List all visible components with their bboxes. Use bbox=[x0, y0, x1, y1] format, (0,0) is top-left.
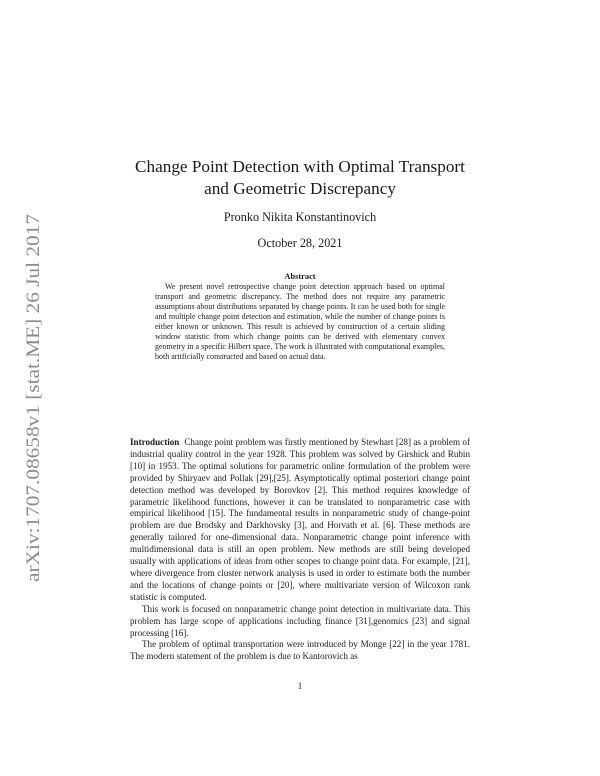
title-line-2: and Geometric Discrepancy bbox=[204, 179, 396, 198]
abstract-heading: Abstract bbox=[284, 272, 316, 281]
paper-date: October 28, 2021 bbox=[257, 236, 343, 250]
author-name: Pronko Nikita Konstantinovich bbox=[223, 210, 377, 224]
arxiv-stamp-text: arXiv:1707.08658v1 [stat.ME] 26 Jul 2017 bbox=[23, 253, 44, 582]
intro-paragraph-3: The problem of optimal transportation were introduced by Monge [22] in the year 1781. The modern statement of the problem is due to Kantorovich as bbox=[130, 639, 470, 662]
intro-paragraph-1-text: Change point problem was firstly mentioned by Stewhart [28] as a problem of industrial quality control in the year 1928. This problem was solved by Girshick and Rubin [10] in 1953. The optimal solutions for parametric online formulation of the problem were provided by Shiryaev and Pollak [29],[25]. Asymptotically optimal posteriori change point detection method was developed by Borovkov [2]. This method requires knowledge of parametric likelihood functions, however it can be translated to nonparametric case with empirical likelihood [15]. The fundamental results in nonparametric study of change-point problem are due Brodsky and Darkhovsky [3], and Horvath et al. [6]. These methods are generally tailored for one-dimensional data. Nonparametric change point inference with multidimensional data is still an open problem. New methods are still being developed usually with applications of ideas from other scopes to change point data. For example, [21], where divergence from cluster network analysis is used in order to estimate both the number and the locations of change points or [20], where multivariate version of Wilcoxon rank statistic is computed. bbox=[130, 437, 470, 602]
intro-paragraph-1 bbox=[130, 437, 470, 604]
intro-paragraph-2: This work is focused on nonparametric change point detection in multivariate data. This problem has large scope of applications including finance [31],genomics [23] and signal processing [16]. bbox=[130, 603, 470, 638]
introduction-heading: Introduction bbox=[130, 437, 180, 447]
paper-title bbox=[100, 156, 500, 200]
abstract-body: We present novel retrospective change point detection approach based on optimal transport and geometric discrepancy. The method does not require any parametric assumptions about distributions separated by change points. It can be used both for single and multiple change point detection and estimation, while the number of change points is either known or unknown. This result is achieved by construction of a certain sliding window statistic from which change points can be derived with elementary convex geometry in a specific Hilbert space. The work is illustrated with computational examples, both artificially constructed and based on actual data. bbox=[155, 282, 445, 362]
arxiv-identifier-stamp bbox=[14, 213, 50, 583]
title-line-1: Change Point Detection with Optimal Transport bbox=[135, 157, 465, 176]
introduction-section bbox=[130, 437, 470, 663]
page-number: 1 bbox=[297, 681, 303, 691]
